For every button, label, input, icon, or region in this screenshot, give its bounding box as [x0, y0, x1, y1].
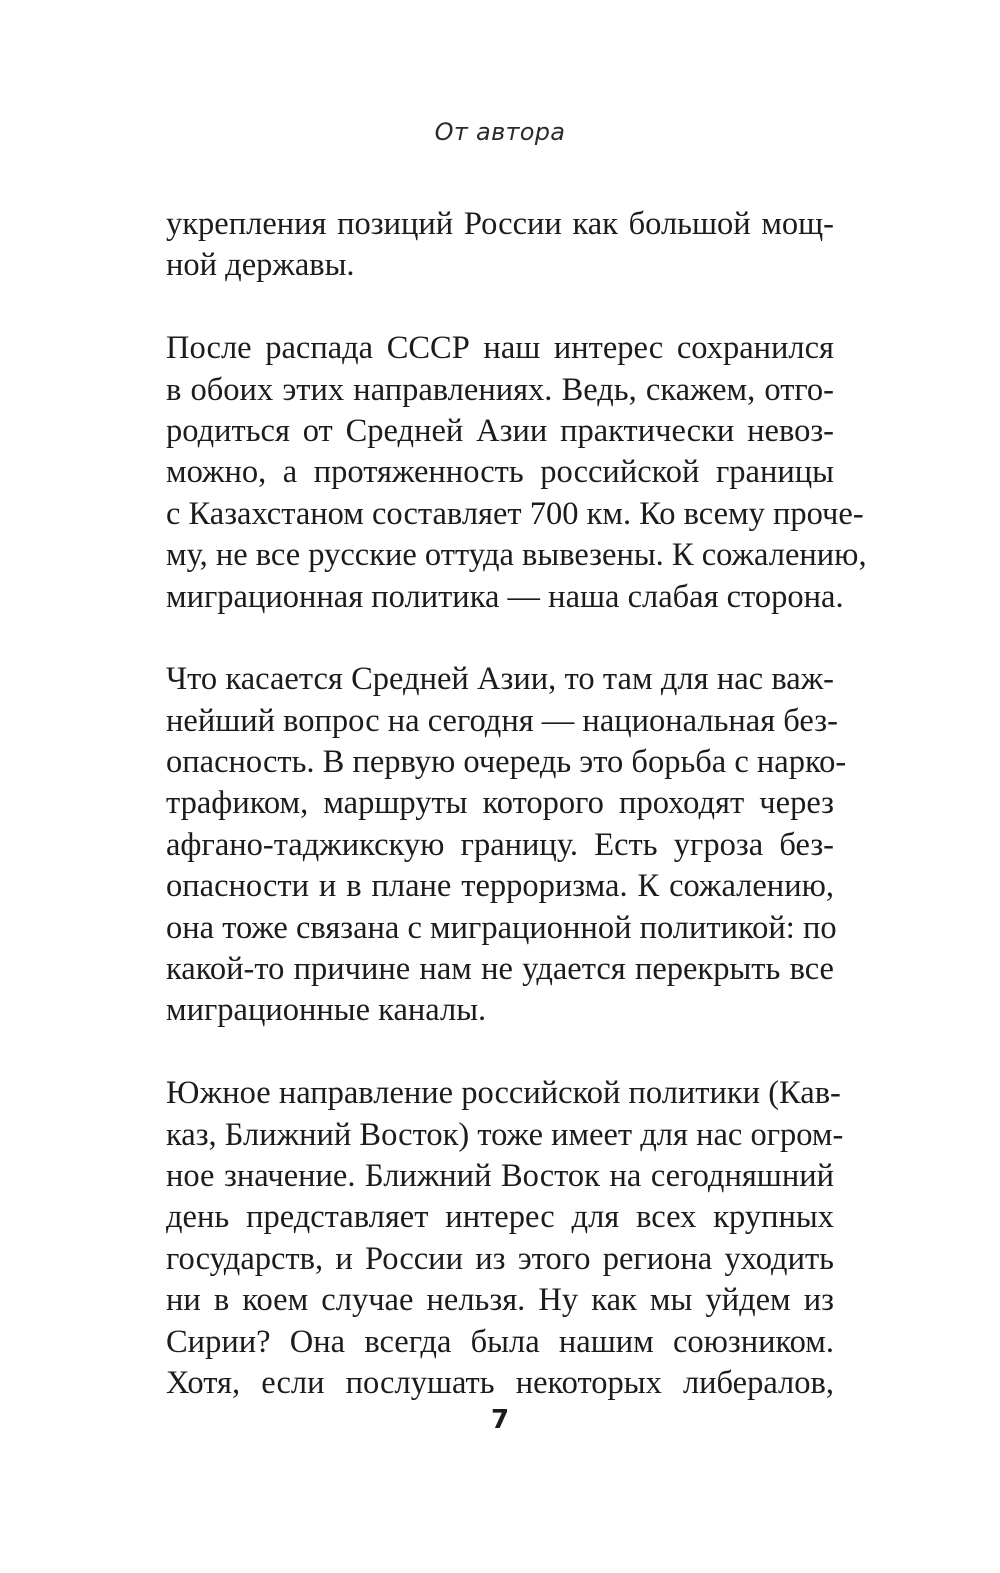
- text-line: миграционные каналы.: [166, 992, 487, 1029]
- text-line: с Казахстаном составляет 700 км. Ко всему проче-: [166, 495, 864, 532]
- text-line: можно, а протяженность российской границы: [166, 454, 834, 491]
- text-line: Что касается Средней Азии, то там для нас важ-: [166, 661, 834, 698]
- text-line: укрепления позиций России как большой мощ-: [166, 206, 834, 242]
- text-line: Сирии? Она всегда была нашим союзником.: [166, 1323, 834, 1360]
- text-line: му, не все русские оттуда вывезены. К сожалению,: [166, 537, 867, 574]
- text-line: миграционная политика — наша слабая сторона.: [166, 578, 844, 615]
- text-line: Южное направление российской политики (Кав-: [166, 1075, 841, 1112]
- paragraph: [166, 204, 834, 287]
- body-text: [166, 204, 867, 1446]
- text-line: опасности и в плане терроризма. К сожалению,: [166, 868, 834, 905]
- text-line: После распада СССР наш интерес сохранился: [166, 330, 834, 367]
- text-line: опасность. В первую очередь это борьба с нарко-: [166, 744, 847, 781]
- text-line: день представляет интерес для всех крупных: [166, 1199, 834, 1236]
- text-line: она тоже связана с миграционной политикой: по: [166, 909, 837, 946]
- text-line: ни в коем случае нельзя. Ну как мы уйдем из: [166, 1282, 834, 1319]
- text-line: трафиком, маршруты которого проходят через: [166, 785, 834, 822]
- text-line: в обоих этих направлениях. Ведь, скажем, отго-: [166, 371, 834, 408]
- paragraph: [166, 1073, 844, 1404]
- text-line: государств, и России из этого региона уходить: [166, 1240, 834, 1277]
- text-line: родиться от Средней Азии практически невоз-: [166, 412, 834, 449]
- running-head: От автора: [434, 118, 566, 146]
- text-line: Хотя, если послушать некоторых либералов,: [166, 1364, 834, 1401]
- paragraph: [166, 659, 847, 1032]
- text-line: нейший вопрос на сегодня — национальная без-: [166, 702, 838, 739]
- text-line: афгано-таджикскую границу. Есть угроза без-: [166, 826, 834, 863]
- text-line: каз, Ближний Восток) тоже имеет для нас огром-: [166, 1116, 844, 1153]
- text-line: какой-то причине нам не удается перекрыть все: [166, 951, 834, 988]
- paragraph: [166, 328, 867, 618]
- text-line: ное значение. Ближний Восток на сегодняшний: [166, 1157, 834, 1194]
- text-line: ной державы.: [166, 247, 355, 284]
- page-number: 7: [490, 1405, 510, 1435]
